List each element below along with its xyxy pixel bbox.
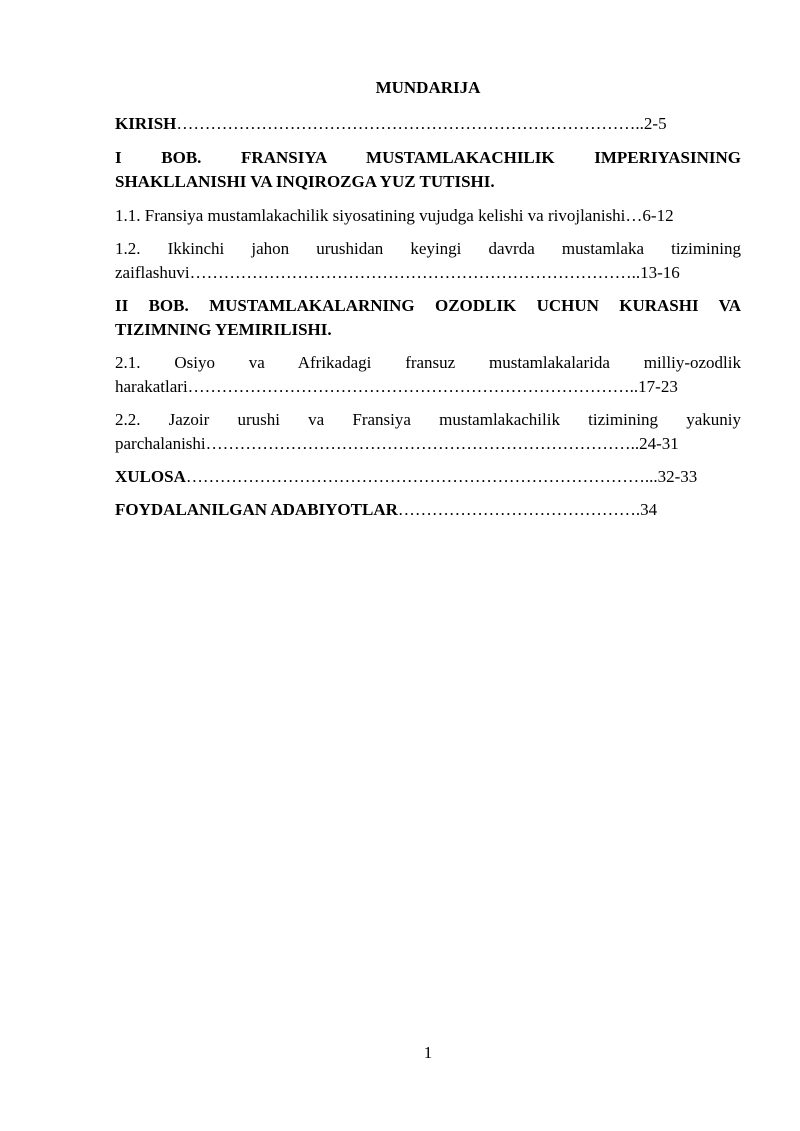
toc-label-xulosa: XULOSA — [115, 467, 186, 486]
document-page — [115, 0, 741, 1131]
toc-pages: 34 — [640, 500, 658, 519]
toc-entry-1-1 — [115, 204, 741, 228]
toc-label-adabiyotlar: FOYDALANILGAN ADABIYOTLAR — [115, 500, 398, 519]
toc-entry-2-1-line-2: harakatlari……………………………………………………………………..17-23 — [115, 377, 678, 396]
toc-entry-1-1-text: 1.1. Fransiya mustamlakachilik siyosatining vujudga kelishi va rivojlanishi…6-12 — [115, 206, 674, 225]
toc-dots: ……………………………………. — [397, 500, 641, 519]
toc-entry-2-1 — [115, 351, 741, 399]
toc-label-kirish: KIRISH — [115, 114, 177, 133]
chapter-2-line-2: TIZIMNING YEMIRILISHI. — [115, 320, 332, 339]
toc-entry-xulosa — [115, 465, 741, 489]
toc-entry-1-2 — [115, 237, 741, 285]
chapter-1-line-1: I BOB. FRANSIYA MUSTAMLAKACHILIK IMPERIYASINING — [115, 148, 741, 167]
toc-pages: 2-5 — [643, 114, 667, 133]
toc-chapter-1 — [115, 146, 741, 194]
toc-entry-2-2-line-2: parchalanishi…………………………………………………………………..24-31 — [115, 434, 679, 453]
chapter-1-line-2: SHAKLLANISHI VA INQIROZGA YUZ TUTISHI. — [115, 172, 495, 191]
toc-entry-2-1-line-1: 2.1. Osiyo va Afrikadagi fransuz mustamlakalarida milliy-ozodlik — [115, 353, 741, 372]
toc-entry-1-2-line-1: 1.2. Ikkinchi jahon urushidan keyingi davrda mustamlaka tizimining — [115, 239, 741, 258]
toc-entry-adabiyotlar — [115, 498, 741, 522]
toc-dots: ……………………………………………………………………….. — [176, 114, 644, 133]
toc-entry-1-2-line-2: zaiflashuvi……………………………………………………………………..13-16 — [115, 263, 680, 282]
chapter-2-line-1: II BOB. MUSTAMLAKALARNING OZODLIK UCHUN KURASHI VA — [115, 296, 741, 315]
toc-chapter-2 — [115, 294, 741, 342]
page-title: MUNDARIJA — [375, 78, 481, 97]
toc-entry-2-2 — [115, 408, 741, 456]
toc-pages: 32-33 — [657, 467, 698, 486]
toc-entry-2-2-line-1: 2.2. Jazoir urushi va Fransiya mustamlakachilik tizimining yakuniy — [115, 410, 741, 429]
toc-dots: ………………………………………………………………………... — [185, 467, 658, 486]
toc-entry-kirish — [115, 112, 741, 136]
page-number: 1 — [423, 1043, 433, 1062]
